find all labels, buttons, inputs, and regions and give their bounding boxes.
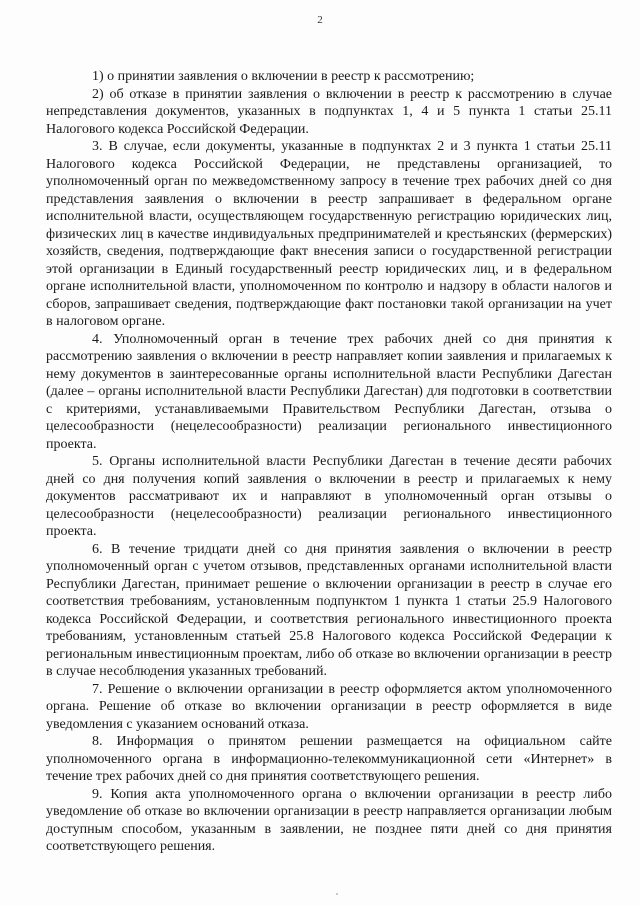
- document-body: [46, 68, 612, 856]
- paragraph-1: 1) о принятии заявления о включении в реестр к рассмотрению;: [92, 69, 475, 84]
- paragraph-4: 4. Уполномоченный орган в течение трех рабочих дней со дня принятия к рассмотрению заявления о включении в реестр направляет копии заявления и прилагаемых к нему документов в заинтересованные органы исполнительной власти Республики Дагестан (далее – органы исполнительной власти Республики Дагестан) для подготовки в соответствии с критериями, устанавливаемыми Правительством Республики Дагестан, отзыва о целесообразности (нецелесообразности) реализации регионального инвестиционного проекта.: [46, 331, 612, 452]
- paragraph-7: 7. Решение о включении организации в реестр оформляется актом уполномоченного органа. Решение об отказе во включении организации в реестр оформляется в виде уведомления с указанием оснований отказа.: [46, 681, 612, 732]
- paragraph-3: 3. В случае, если документы, указанные в подпунктах 2 и 3 пункта 1 статьи 25.11 Налогового кодекса Российской Федерации, не представлены организацией, то уполномоченный орган по межведомственному запросу в течение трех рабочих дней со дня представления заявления о включении в реестр запрашивает в федеральном органе исполнительной власти, осуществляющем государственную регистрацию юридических лиц, физических лиц в качестве индивидуальных предпринимателей и крестьянских (фермерских) хозяйств, сведения, подтверждающие факт внесения записи о государственной регистрации этой организации в Единый государственный реестр юридических лиц, и в федеральном органе исполнительной власти, уполномоченном по контролю и надзору в области налогов и сборов, запрашивает сведения, подтверждающие факт постановки такой организации на учет в налоговом органе.: [46, 139, 612, 329]
- paragraph-8: 8. Информация о принятом решении размещается на официальном сайте уполномоченного органа в информационно-телекоммуникационной сети «Интернет» в течение трех рабочих дней со дня принятия соответствующего решения.: [46, 734, 612, 784]
- paragraph-6: 6. В течение тридцати дней со дня принятия заявления о включении в реестр уполномоченный орган с учетом отзывов, представленных органами исполнительной власти Республики Дагестан, принимает решение о включении организации в реестр в случае его соответствия требованиям, установленным подпунктом 1 пункта 1 статьи 25.9 Налогового кодекса Российской Федерации, и соответствия регионального инвестиционного проекта требованиям, установленным статьей 25.8 Налогового кодекса Российской Федерации к региональным инвестиционным проектам, либо об отказе во включении организации в реестр в случае несоблюдения указанных требований.: [46, 541, 612, 679]
- page-number: 2: [317, 14, 323, 26]
- scan-speck: [336, 893, 338, 895]
- paragraph-5: 5. Органы исполнительной власти Республики Дагестан в течение десяти рабочих дней со дня получения копий заявления о включении в реестр и прилагаемых к нему документов рассматривают их и направляют в уполномоченный орган отзывы о целесообразности (нецелесообразности) реализации регионального инвестиционного проекта.: [46, 454, 612, 539]
- paragraph-2: 2) об отказе в принятии заявления о включении в реестр к рассмотрению в случае непредставления документов, указанных в подпунктах 1, 4 и 5 пункта 1 статьи 25.11 Налогового кодекса Российской Федерации.: [46, 86, 612, 137]
- paragraph-9: 9. Копия акта уполномоченного органа о включении организации в реестр либо уведомление об отказе во включении организации в реестр направляется организации любым доступным способом, указанным в заявлении, не позднее пяти дней со дня принятия соответствующего решения.: [46, 786, 612, 854]
